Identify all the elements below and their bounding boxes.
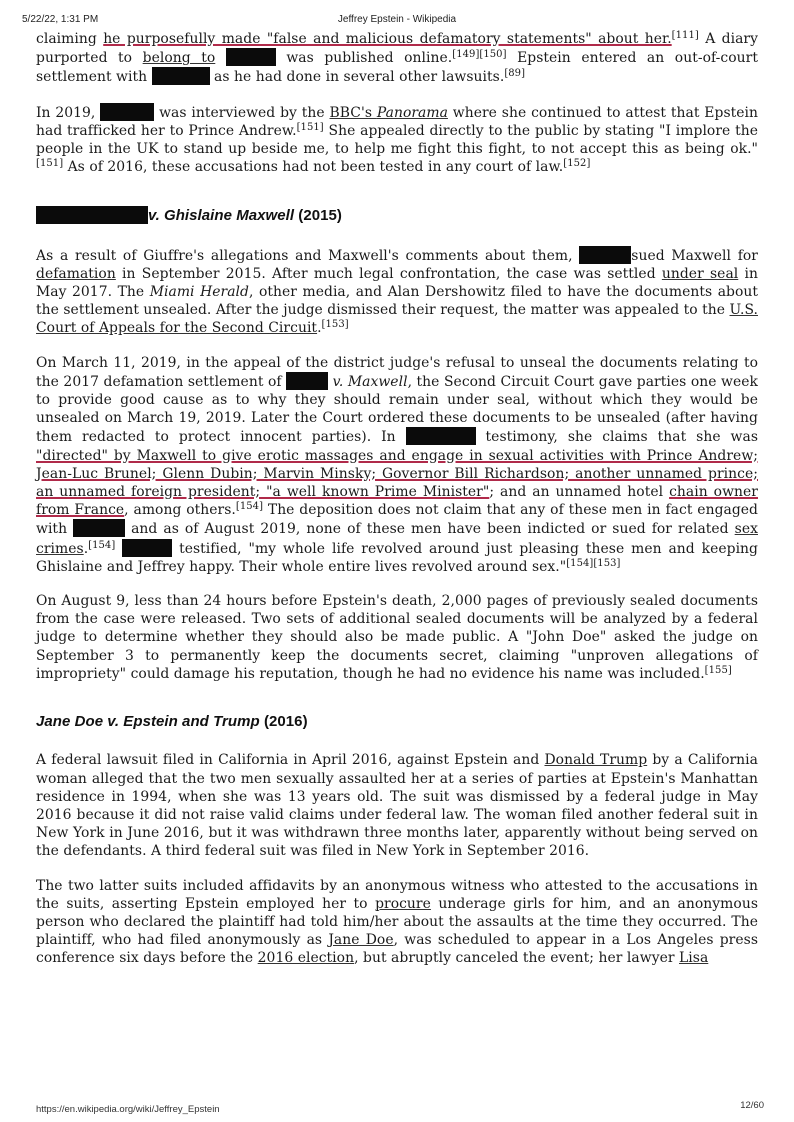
paragraph (36, 30, 758, 87)
text: by a California woman alleged that the two men sexually assaulted her at a series of parties at Epstein's Manhattan residence in 1994, when she was 13 years old. The suit was dismissed by a federal judge in May 2016 because it did not raise valid claims under federal law. The woman filed another federal suit in New York in June 2016, but it was withdrawn three months later, apparently without being served on the defendants. A third federal suit was filed in New York in September 2016. (36, 752, 758, 860)
text: in September 2015. After much legal confrontation, the case was settled (115, 265, 662, 282)
redaction-block (36, 206, 148, 224)
wiki-link[interactable]: under seal (661, 265, 739, 282)
print-page-number: 12/60 (740, 1100, 764, 1111)
article-body (36, 30, 758, 984)
paragraph (36, 354, 758, 576)
citation-link[interactable]: [154][153] (566, 557, 621, 569)
paragraph (36, 246, 758, 338)
citation-link[interactable]: [89] (504, 68, 526, 80)
text: where she continued to attest that Epstein had trafficked her to Prince Andrew. (36, 104, 759, 139)
paragraph (36, 592, 758, 683)
wiki-link[interactable]: Lisa (679, 950, 709, 967)
wiki-link[interactable]: Donald Trump (544, 752, 648, 769)
text: A diary purported to (36, 31, 759, 67)
section-heading-year: (2016) (259, 713, 308, 731)
annotated-text: chain owner from France (36, 484, 758, 519)
text: as he had done in several other lawsuits. (209, 69, 505, 86)
print-datetime: 5/22/22, 1:31 PM (22, 14, 99, 25)
text: A federal lawsuit filed in California in April 2016, against Epstein and (36, 752, 545, 769)
text: was published online. (275, 50, 453, 67)
publication-name: Miami Herald (149, 284, 249, 301)
wiki-link[interactable]: 2016 election (257, 950, 355, 967)
redaction-block (286, 372, 328, 390)
redaction-block (226, 48, 276, 66)
citation-link[interactable]: [153] (321, 319, 349, 331)
citation-link[interactable]: [151] (36, 158, 64, 170)
text: The two latter suits included affidavits by an anonymous witness who attested to the accusations in the suits, asserting Epstein employed her to (36, 877, 758, 912)
redaction-block (73, 519, 125, 537)
wiki-link[interactable]: procure (375, 895, 431, 912)
text: , was scheduled to appear in a Los Angeles press conference six days before the (36, 932, 759, 967)
annotated-text: "directed" by Maxwell to give erotic massages and engage in sexual activities with Prince Andrew; Jean-Luc Brunel; Glenn Dubin; Marvin Minsky; Governor Bill Richardson; another unnamed prince; an unnamed foreign president; "a well known Prime Minister" (36, 447, 758, 501)
redaction-block (100, 103, 154, 121)
section-heading-title: Jane Doe v. Epstein and Trump (36, 713, 260, 731)
text: , among others. (124, 502, 236, 519)
text: in May 2017. The (36, 265, 758, 301)
text: On March 11, 2019, in the appeal of the district judge's refusal to unseal the documents relating to the 2017 defamation settlement of (36, 354, 758, 390)
citation-link[interactable]: [154] (235, 501, 264, 513)
section-heading (36, 206, 758, 225)
text: As a result of Giuffre's allegations and Maxwell's comments about them, (36, 247, 580, 264)
text: . (317, 320, 322, 337)
text: testimony, she claims that she was (475, 429, 759, 446)
redaction-block (122, 539, 172, 557)
redaction-block (579, 246, 631, 264)
redaction-block (406, 427, 476, 445)
text: In 2019, (36, 104, 101, 121)
text: . (83, 540, 89, 557)
wiki-link[interactable]: U.S. Court of Appeals for the Second Circuit (36, 302, 758, 337)
text: She appealed directly to the public by stating "I implore the people in the UK to stand up beside me, to help me fight this fight, to not accept this as being ok." (36, 122, 758, 158)
paragraph (36, 877, 758, 968)
text: claiming (36, 31, 104, 47)
paragraph (36, 103, 758, 177)
text: Epstein entered an out-of-court settlement with (36, 50, 758, 86)
case-name: v. Maxwell (328, 373, 408, 390)
paragraph (36, 751, 758, 860)
section-heading (36, 713, 758, 731)
redaction-block (152, 67, 210, 85)
text: was interviewed by the (154, 104, 330, 121)
print-page-title: Jeffrey Epstein - Wikipedia (337, 14, 457, 25)
wiki-link[interactable]: sex crimes (36, 521, 758, 557)
wiki-link[interactable]: defamation (36, 265, 116, 282)
text: , but abruptly canceled the event; her lawyer (354, 950, 680, 967)
section-heading-title: v. Ghislaine Maxwell (148, 207, 295, 225)
wiki-link[interactable]: belong to (142, 50, 216, 67)
print-url: https://en.wikipedia.org/wiki/Jeffrey_Epstein (36, 1104, 220, 1115)
text: On August 9, less than 24 hours before Epstein's death, 2,000 pages of previously sealed documents from the case were released. Two sets of additional sealed documents will be analyzed by a federal judge to determine whether they should also be made public. A "John Doe" asked the judge on September 3 to permanently keep the documents secret, claiming "unproven allegations of impropriety" could damage his reputation, though he had no evidence his name was included. (36, 593, 758, 682)
text: underage girls for him, and an anonymous person who declared the plaintiff had told him/her about the assaults at the time they occurred. The plaintiff, who had filed anonymously as (36, 895, 758, 949)
text: ; and an unnamed hotel (489, 484, 670, 501)
text: sued Maxwell for (631, 247, 759, 264)
citation-link[interactable]: [154] (88, 539, 116, 551)
citation-link[interactable]: [155] (704, 664, 732, 676)
wiki-link[interactable]: BBC's Panorama (329, 104, 448, 121)
text: testified, "my whole life revolved around just pleasing these men and keeping Ghislaine and Jeffrey happy. Their whole entire lives revolved around sex." (36, 540, 758, 575)
text: As of 2016, these accusations had not been tested in any court of law. (63, 159, 564, 176)
annotated-text: he purposefully made "false and malicious defamatory statements" about her. (103, 31, 672, 47)
text: , the Second Circuit Court gave parties one week to provide good cause as to why they should remain under seal, without which they would be unsealed on March 19, 2019. Later the Court ordered these documents to be unsealed (after having them redacted to protect innocent parties). In (36, 373, 758, 446)
citation-link[interactable]: [152] (563, 158, 591, 170)
citation-link[interactable]: [111] (671, 30, 699, 41)
text: The deposition does not claim that any of these men in fact engaged with (36, 502, 758, 538)
wiki-link[interactable]: Jane Doe (328, 932, 394, 949)
text: and as of August 2019, none of these men have been indicted or sued for related (125, 521, 735, 538)
citation-link[interactable]: [151] (296, 121, 324, 133)
section-heading-year: (2015) (294, 207, 342, 225)
citation-link[interactable]: [149][150] (452, 49, 507, 61)
text: , other media, and Alan Dershowitz filed to have the documents about the settlement unsealed. After the judge dismissed their request, the matter was appealed to the (36, 284, 759, 319)
